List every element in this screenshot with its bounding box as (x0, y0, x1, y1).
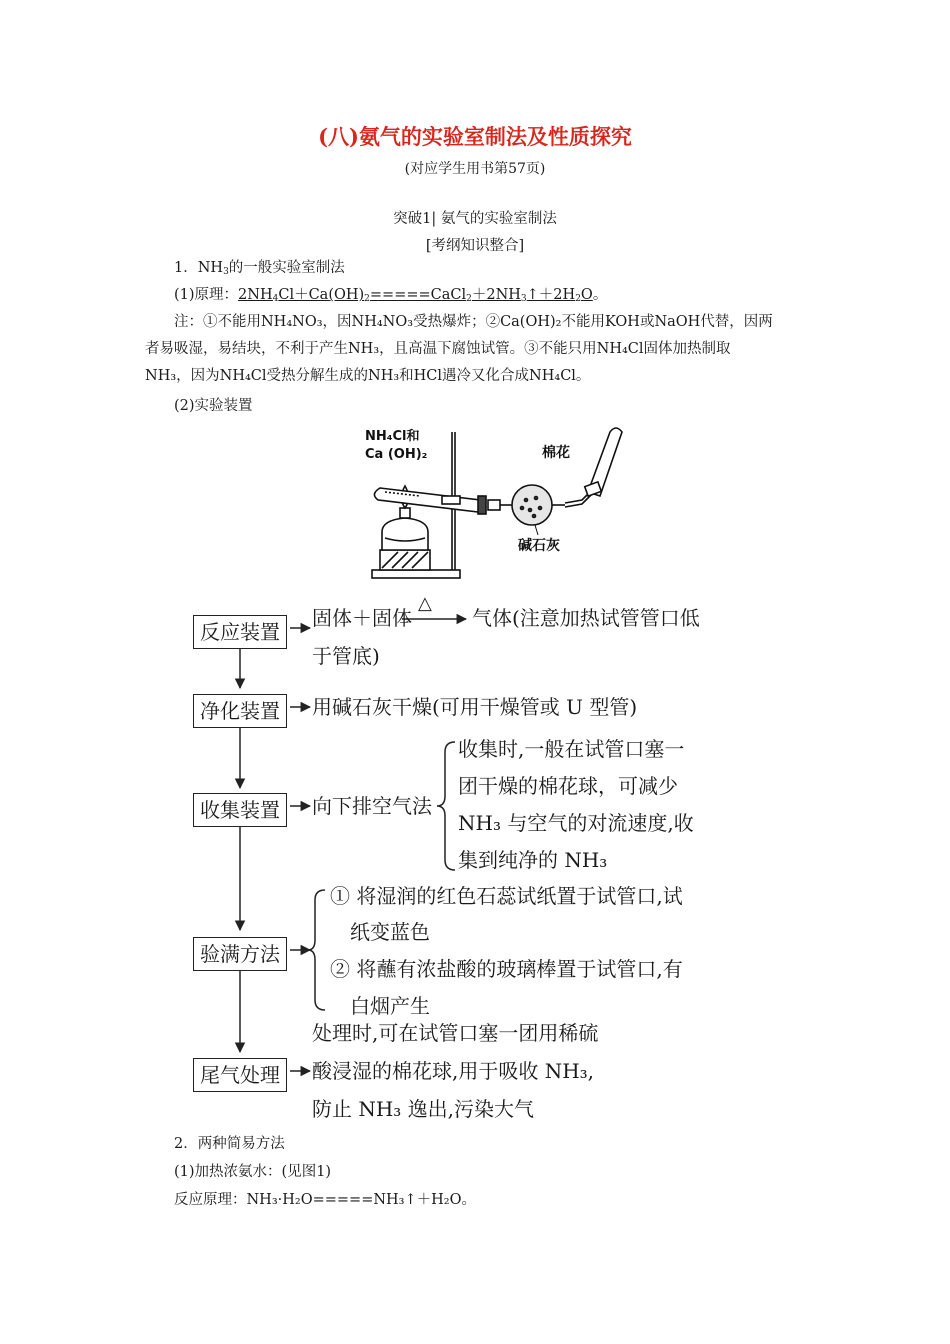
principle-label: (1)原理： (174, 287, 239, 303)
reaction-product: 气体(注意加热试管管口低 (472, 606, 700, 630)
page-title: (八)氨气的实验室制法及性质探究 (318, 124, 632, 149)
heat-symbol: △ (418, 593, 432, 614)
soda-lime-label: 碱石灰 (518, 538, 560, 554)
reagent-label-1: NH₄Cl和 (365, 429, 420, 444)
section-subheading: [考纲知识整合] (425, 238, 525, 254)
flow-box-reaction: 反应装置 (193, 615, 287, 649)
cotton-label: 棉花 (542, 445, 570, 461)
full-test-2b: 白烟产生 (350, 994, 430, 1018)
page-subtitle: (对应学生用书第57页) (404, 161, 546, 177)
item2-heading: 2．两种简易方法 (174, 1136, 285, 1152)
full-test-2a: ② 将蘸有浓盐酸的玻璃棒置于试管口,有 (330, 957, 683, 981)
tail-gas-line-1: 处理时,可在试管口塞一团用稀硫 (312, 1021, 599, 1045)
note-line-1: 注：①不能用NH₄NO₃，因NH₄NO₃受热爆炸；②Ca(OH)₂不能用KOH或NaOH代替，因两 (174, 314, 773, 330)
item2-reaction: 反应原理：NH₃·H₂O=====NH₃↑＋H₂O。 (174, 1192, 476, 1208)
collection-note-2: 团干燥的棉花球，可减少 (458, 774, 678, 798)
note-line-3: NH₃，因为NH₄Cl受热分解生成的NH₃和HCl遇冷又化合成NH₄Cl。 (145, 368, 591, 384)
reagent-label-2: Ca (OH)₂ (365, 447, 428, 462)
tail-gas-line-2: 酸浸湿的棉花球,用于吸收 NH₃, (312, 1059, 595, 1083)
flow-box-full-test: 验满方法 (193, 937, 287, 971)
flow-box-collection: 收集装置 (193, 793, 287, 827)
purification-text: 用碱石灰干燥(可用干燥管或 U 型管) (312, 695, 638, 719)
item2-sub1: (1)加热浓氨水：(见图1) (174, 1164, 332, 1180)
flow-box-tail-gas: 尾气处理 (193, 1058, 287, 1092)
principle-line: (1)原理：$2NH_4Cl+Ca(OH)_2=====CaCl_2+2NH_3↑+2H_2O$。 (174, 287, 608, 304)
tail-gas-line-3: 防止 NH₃ 逸出,污染大气 (312, 1097, 535, 1121)
full-test-1a: ① 将湿润的红色石蕊试纸置于试管口,试 (330, 884, 683, 908)
full-test-1b: 纸变蓝色 (350, 920, 430, 944)
reaction-note: 于管底) (312, 644, 380, 668)
note-line-2: 者易吸湿，易结块，不利于产生NH₃，且高温下腐蚀试管。③不能只用NH₄Cl固体加热制取 (145, 341, 731, 357)
collection-note-4: 集到纯净的 NH₃ (458, 848, 608, 872)
principle-equation: $2NH_4Cl+Ca(OH)_2=====CaCl_2+2NH_3↑+2H_2O$ (238, 287, 593, 304)
collection-method: 向下排空气法 (312, 794, 432, 818)
collection-note-3: NH₃ 与空气的对流速度,收 (458, 811, 694, 835)
flow-box-purification: 净化装置 (193, 694, 287, 728)
collection-note-1: 收集时,一般在试管口塞一 (458, 737, 685, 761)
apparatus-label: (2)实验装置 (174, 398, 253, 414)
section-heading: 突破1| 氨气的实验室制法 (393, 211, 557, 227)
item1-heading: 1．$NH_3$的一般实验室制法 (174, 260, 345, 277)
reaction-reactants: 固体＋固体 (312, 606, 412, 630)
